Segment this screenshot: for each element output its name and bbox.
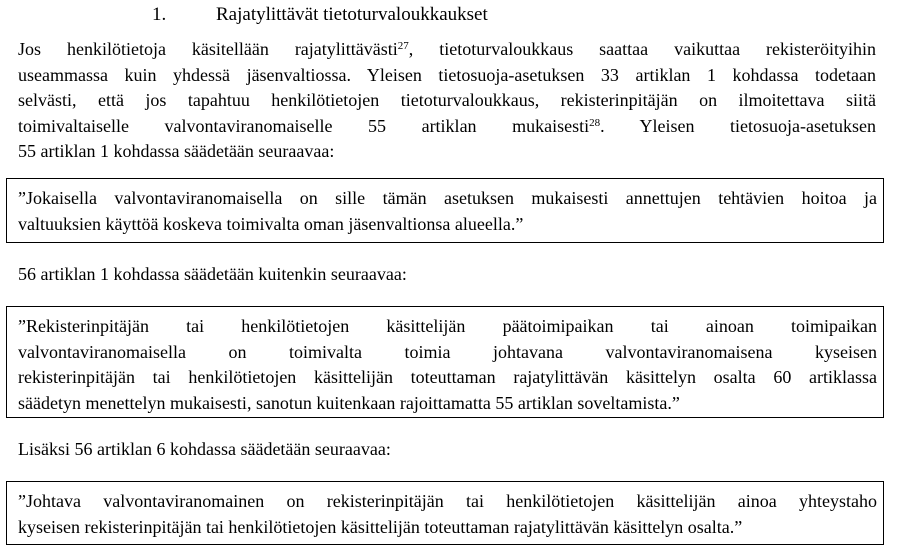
- intro-line-1-text-end: , tietoturvaloukkaus saattaa vaikuttaa rekisteröityihin: [408, 39, 876, 59]
- footnote-ref-28: 28: [589, 116, 601, 129]
- quote1-line-1: ”Jokaisella valvontaviranomaisella on sille tämän asetuksen mukaisesti annettujen tehtävien hoitoa ja: [18, 188, 877, 208]
- quote-box-article-56-6: [6, 481, 884, 545]
- footnote-ref-27: 27: [397, 40, 409, 52]
- intro-line-5: 55 artiklan 1 kohdassa säädetään seuraavaa:: [18, 141, 335, 161]
- quote-box-article-55: [6, 178, 884, 243]
- quote-text-article-55: [18, 186, 877, 237]
- section-number: 1.: [152, 4, 167, 25]
- para2-line: 56 artiklan 1 kohdassa säädetään kuitenkin seuraavaa:: [18, 264, 407, 284]
- intro-line-3: selvästi, että jos tapahtuu henkilötietojen tietoturvaloukkaus, rekisterinpitäjän on ilmoitettava siitä: [18, 90, 876, 110]
- section-heading: [152, 3, 488, 27]
- quote3-line-1: ”Johtava valvontaviranomainen on rekisterinpitäjän tai henkilötietojen käsittelijän ainoa yhteystaho: [18, 491, 877, 511]
- intro-line-4: [18, 114, 876, 140]
- intro-paragraph: [18, 37, 876, 165]
- para3-line: Lisäksi 56 artiklan 6 kohdassa säädetään seuraavaa:: [18, 439, 391, 459]
- paragraph-article-56-6: [18, 437, 876, 463]
- section-title: Rajatylittävät tietoturvaloukkaukset: [216, 4, 488, 25]
- quote2-line-3: rekisterinpitäjän tai henkilötietojen käsittelijän toteuttaman rajatylittävän käsittelyn osalta 60 artiklassa: [18, 367, 877, 387]
- intro-line-2: useammassa kuin yhdessä jäsenvaltiossa. Yleisen tietosuoja-asetuksen 33 artiklan 1 kohdassa todetaan: [18, 64, 876, 85]
- quote-box-article-56-1: [6, 306, 884, 418]
- paragraph-article-56-1: [18, 262, 876, 288]
- quote2-line-4: säädetyn menettelyn mukaisesti, sanotun kuitenkaan rajoittamatta 55 artiklan soveltamista.”: [18, 392, 680, 413]
- intro-line-4-text-end: . Yleisen tietosuoja-asetuksen: [600, 115, 876, 136]
- intro-line-4-text: toimivaltaiselle valvontaviranomaiselle 55 artiklan mukaisesti: [18, 115, 590, 136]
- intro-line-1: [18, 37, 876, 63]
- quote2-line-2: valvontaviranomaisella on toimivalta toimia johtavana valvontaviranomaisena kyseisen: [18, 341, 877, 362]
- quote-text-article-56-1: [18, 314, 877, 416]
- quote-text-article-56-6: [18, 489, 877, 540]
- quote3-line-2: kyseisen rekisterinpitäjän tai henkilötietojen käsittelijän toteuttaman rajatylittävän käsittelyn osalta.”: [18, 516, 743, 537]
- intro-line-1-text: Jos henkilötietoja käsitellään rajatylittävästi: [18, 39, 398, 59]
- quote2-line-1: ”Rekisterinpitäjän tai henkilötietojen käsittelijän päätoimipaikan tai ainoan toimipaikan: [18, 316, 877, 336]
- quote1-line-2: valtuuksien käyttöä koskeva toimivalta oman jäsenvaltionsa alueella.”: [18, 213, 524, 234]
